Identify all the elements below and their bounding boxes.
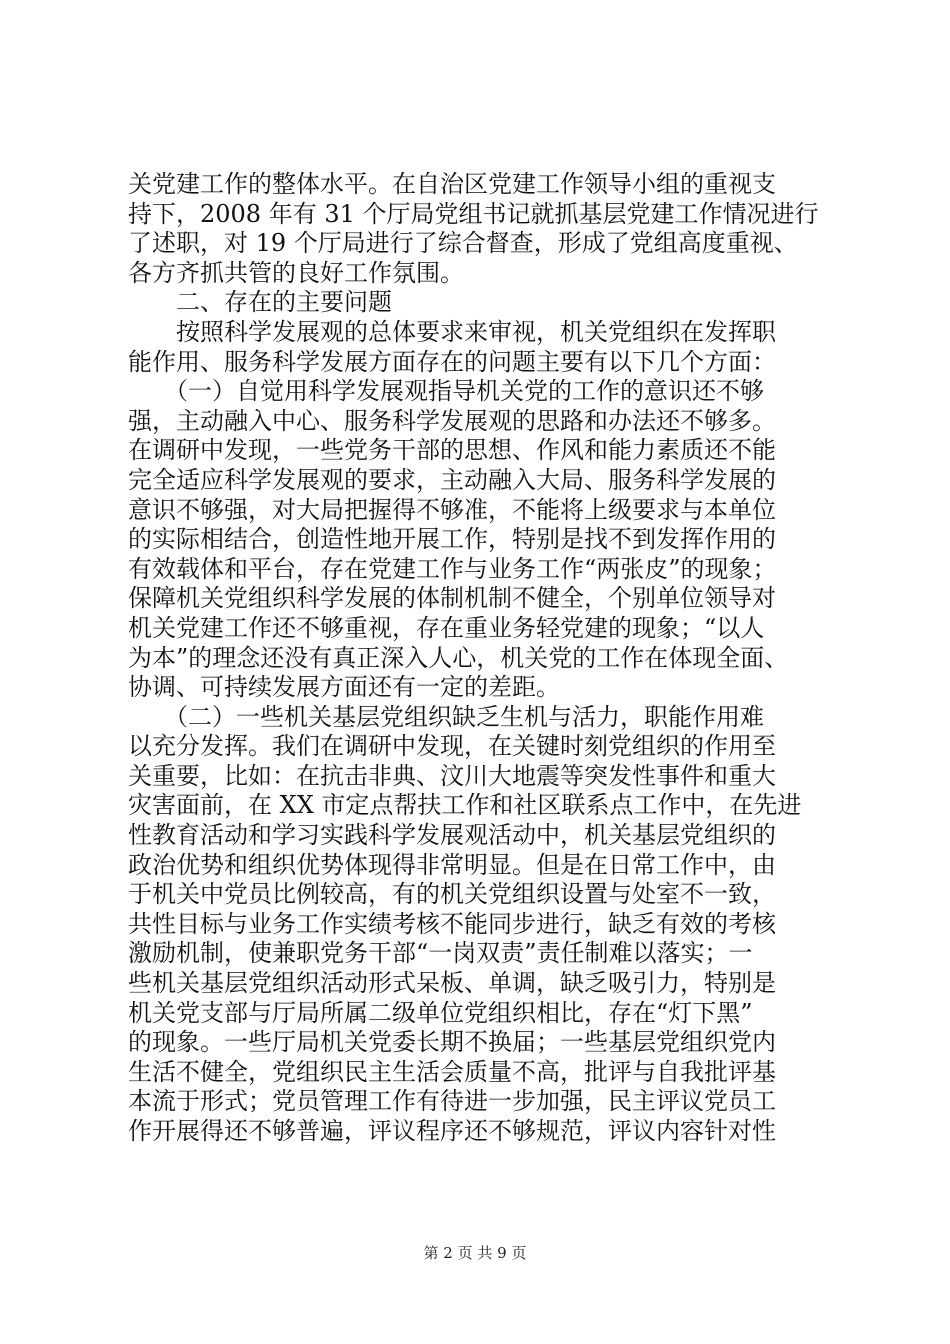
text-line: 共性目标与业务工作实绩考核不能同步进行，缺乏有效的考核 — [128, 909, 776, 938]
text-line: 灾害面前，在 XX 市定点帮扶工作和社区联系点工作中，在先进 — [128, 791, 802, 820]
text-line: 意识不够强，对大局把握得不够准，不能将上级要求与本单位 — [128, 495, 776, 524]
page-number-footer: 第 2 页 共 9 页 — [423, 1244, 527, 1262]
text-line: 性教育活动和学习实践科学发展观活动中，机关基层党组织的 — [128, 821, 776, 850]
text-line: 政治优势和组织优势体现得非常明显。但是在日常工作中，由 — [128, 850, 776, 879]
text-line: 于机关中党员比例较高，有的机关党组织设置与处室不一致， — [128, 880, 776, 909]
text-line: 关重要，比如：在抗击非典、汶川大地震等突发性事件和重大 — [128, 761, 776, 790]
text-line: 在调研中发现，一些党务干部的思想、作风和能力素质还不能 — [128, 436, 776, 465]
text-line: 持下，2008 年有 31 个厅局党组书记就抓基层党建工作情况进行 — [128, 199, 819, 228]
text-line: 本流于形式；党员管理工作有待进一步加强，民主评议党员工 — [128, 1087, 776, 1116]
text-line: 了述职，对 19 个厅局进行了综合督查，形成了党组高度重视、 — [128, 229, 798, 258]
text-line: 激励机制，使兼职党务干部“一岗双责”责任制难以落实；一 — [128, 939, 753, 968]
text-line: （一）自觉用科学发展观指导机关党的工作的意识还不够 — [128, 377, 764, 406]
text-line: 有效载体和平台，存在党建工作与业务工作“两张皮”的现象； — [128, 554, 777, 583]
text-line: 作开展得还不够普遍，评议程序还不够规范，评议内容针对性 — [128, 1117, 776, 1145]
text-line: 完全适应科学发展观的要求，主动融入大局、服务科学发展的 — [128, 465, 776, 494]
text-line: 以充分发挥。我们在调研中发现，在关键时刻党组织的作用至 — [128, 732, 776, 761]
body-text — [128, 170, 840, 1147]
text-line: 的现象。一些厅局机关党委长期不换届；一些基层党组织党内 — [128, 1028, 776, 1057]
text-line: （二）一些机关基层党组织缺乏生机与活力，职能作用难 — [128, 702, 764, 731]
text-line: 按照科学发展观的总体要求来审视，机关党组织在发挥职 — [128, 317, 776, 346]
text-line: 保障机关党组织科学发展的体制机制不健全，个别单位领导对 — [128, 584, 776, 613]
text-line: 关党建工作的整体水平。在自治区党建工作领导小组的重视支 — [128, 170, 776, 198]
text-line: 生活不健全，党组织民主生活会质量不高，批评与自我批评基 — [128, 1057, 776, 1086]
text-line: 机关党支部与厅局所属二级单位党组织相比，存在“灯下黑” — [128, 998, 753, 1027]
section-heading: 二、存在的主要问题 — [128, 288, 392, 317]
text-line: 协调、可持续发展方面还有一定的差距。 — [128, 673, 560, 702]
text-line: 各方齐抓共管的良好工作氛围。 — [128, 258, 464, 287]
text-line: 强，主动融入中心、服务科学发展观的思路和办法还不够多。 — [128, 406, 776, 435]
text-line: 能作用、服务科学发展方面存在的问题主要有以下几个方面： — [128, 347, 776, 376]
text-line: 些机关基层党组织活动形式呆板、单调，缺乏吸引力，特别是 — [128, 969, 776, 998]
text-line: 为本”的理念还没有真正深入人心，机关党的工作在体现全面、 — [128, 643, 789, 672]
text-line: 机关党建工作还不够重视，存在重业务轻党建的现象；“以人 — [128, 613, 765, 642]
text-line: 的实际相结合，创造性地开展工作，特别是找不到发挥作用的 — [128, 525, 776, 554]
